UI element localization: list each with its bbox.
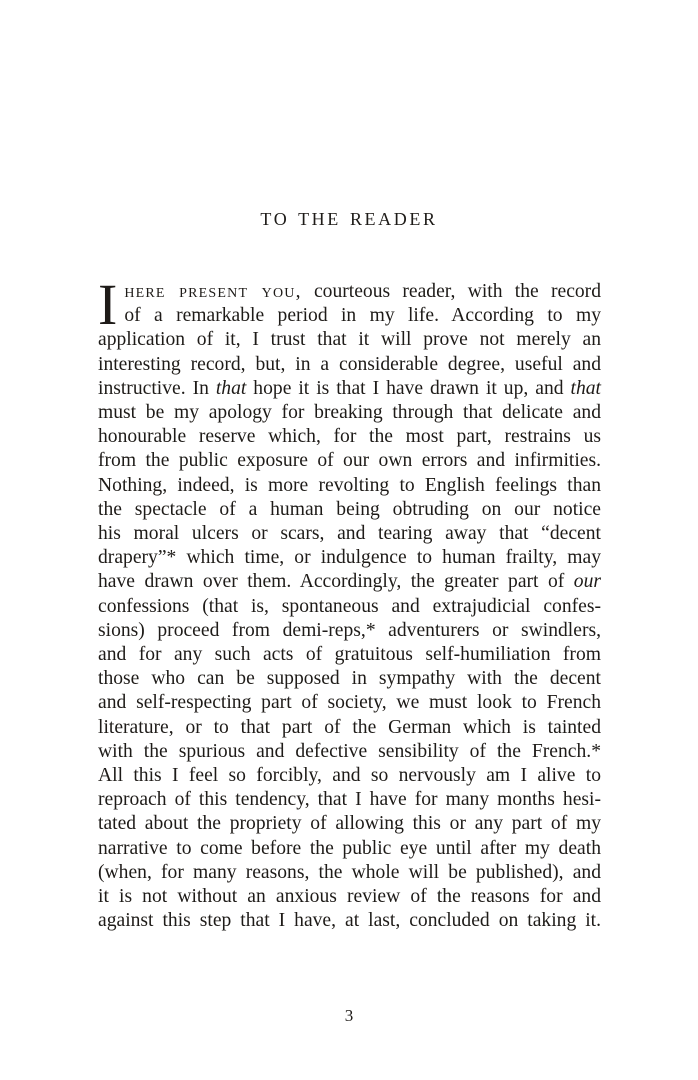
text-line: and for any such acts of gratuitous self-humiliation from [98, 644, 601, 666]
text-line: his moral ulcers or scars, and tearing away that “decent [98, 523, 601, 545]
text-line: interesting record, but, in a considerable degree, useful and [98, 353, 601, 375]
opening-small-caps: here present you, [124, 281, 302, 302]
text-line: against this step that I have, at last, concluded on taking it. [98, 910, 601, 932]
text-line: it is not without an anxious review of the reasons for and [98, 886, 601, 908]
text-line: confessions (that is, spontaneous and extrajudicial confes- [98, 595, 601, 617]
text-line: and self-respecting part of society, we must look to French [98, 692, 601, 714]
text-line: must be my apology for breaking through that delicate and [98, 402, 601, 424]
italic-word: that [570, 377, 601, 399]
text-line: those who can be supposed in sympathy with the decent [98, 668, 601, 690]
text-line: of a remarkable period in my life. According to my [124, 305, 601, 327]
text-line: instructive. In that hope it is that I have drawn it up, and that [98, 377, 601, 399]
italic-word: our [573, 571, 601, 593]
text-line: All this I feel so forcibly, and so nervously am I alive to [98, 765, 601, 787]
page-number: 3 [344, 1006, 354, 1025]
text-line: honourable reserve which, for the most part, restrains us [98, 426, 601, 448]
text-line: application of it, I trust that it will prove not merely an [98, 329, 601, 351]
text-line: literature, or to that part of the German which is tainted [98, 716, 601, 738]
drop-cap: I [98, 272, 118, 337]
opening-lines [98, 272, 601, 337]
text-line: tated about the propriety of allowing this or any part of my [98, 813, 601, 835]
text-line: sions) proceed from demi-reps,* adventurers or swindlers, [98, 619, 601, 641]
text-line: drapery”* which time, or indulgence to human frailty, may [98, 547, 601, 569]
italic-word: that [215, 377, 247, 399]
text-line: narrative to come before the public eye until after my death [98, 837, 601, 859]
text-line: have drawn over them. Accordingly, the greater part of our [98, 571, 601, 593]
text-line: with the spurious and defective sensibility of the French.* [98, 740, 601, 762]
text-line: from the public exposure of our own errors and infirmities. [98, 450, 601, 472]
text-line: (when, for many reasons, the whole will be published), and [98, 861, 601, 883]
text-line: Nothing, indeed, is more revolting to English feelings than [98, 474, 601, 496]
text-line: reproach of this tendency, that I have for many months hesi- [98, 789, 601, 811]
text-line: the spectacle of a human being obtruding on our notice [98, 498, 601, 520]
body-paragraph [98, 272, 601, 933]
chapter-heading: TO THE READER [260, 209, 438, 229]
text-line: here present you, courteous reader, with the record [124, 281, 601, 302]
